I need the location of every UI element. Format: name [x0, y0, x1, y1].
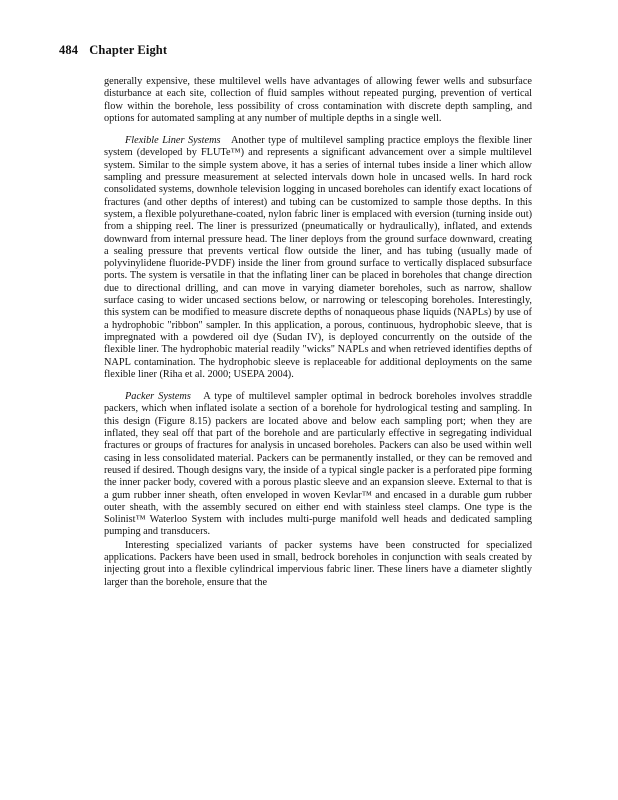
- paragraph-packer-systems: [104, 391, 532, 539]
- paragraph-continuation: [104, 76, 532, 125]
- run-in-heading-flexible-liner: Flexible Liner Systems: [125, 135, 221, 147]
- paragraph-packer-variants: [104, 540, 532, 589]
- page-number: 484: [59, 43, 79, 57]
- run-in-heading-packer-systems: Packer Systems: [125, 391, 191, 403]
- chapter-title: Chapter Eight: [89, 43, 168, 57]
- page-header: [59, 43, 167, 58]
- body-text: [104, 76, 532, 589]
- paragraph-text: generally expensive, these multilevel wells have advantages of allowing fewer wells and subsurface disturbance at each site, collection of fluid samples without repeated purging, prevention of vertical flow within the borehole, less possibility of cross contamination with discrete depth sampling, and options for automated sampling at any number of multiple depths in a single well.: [104, 76, 532, 124]
- paragraph-text: Interesting specialized variants of packer systems have been constructed for specialized applications. Packers have been used in small, bedrock boreholes in conjunction with seals created by injecting grout into a flexible cylindrical impervious fabric liner. These liners have a diameter slightly larger than the borehole, ensure that the: [104, 539, 532, 588]
- paragraph-flexible-liner: [104, 135, 532, 381]
- paragraph-text: Another type of multilevel sampling practice employs the flexible liner system (developed by FLUTe™) and represents a significant advancement over a simple multilevel system. Similar to the simple system above, it has a series of internal tubes inside a liner which allow sampling and pressure measurement at selected intervals down hole in uncased wells. In hard rock consolidated systems, downhole television logging in uncased boreholes can identify exact locations of fractures (and other depths of interest) and tubing can be customized to sample those depths. In this system, a flexible polyurethane-coated, nylon fabric liner is emplaced with eversion (turning inside out) from a shipping reel. The liner is pressurized (pneumatically or hydraulically), inflated, and extends downward from internal pressure head. The liner deploys from the ground surface downward, creating a sealing pressure that prevents vertical flow outside the liner, and has tubing (usually made of polyvinylidene fluoride-PVDF) inside the liner from ground surface to vertically displaced subsurface ports. The system is versatile in that the inflating liner can be placed in boreholes that change direction due to directional drilling, and can move in varying diameter boreholes, such as narrow, shallow surface casing to wider uncased sections below, or narrowing or telescoping boreholes. Interestingly, this system can be modified to measure discrete depths of nonaqueous phase liquids (NAPLs) by use of a hydrophobic "ribbon" sampler. In this application, a porous, continuous, hydrophobic sleeve, that is impregnated with a powdered oil dye (Sudan IV), is deployed concurrently on the outside of the flexible liner. The hydrophobic material readily "wicks" NAPLs and when retrieved identifies depths of NAPL contamination. The hydrophobic sleeve is replaceable for additional deployments on the same flexible liner (Riha et al. 2000; USEPA 2004).: [104, 135, 532, 380]
- paragraph-text: A type of multilevel sampler optimal in bedrock boreholes involves straddle packers, which when inflated isolate a section of a borehole for hydrological testing and sampling. In this design (Figure 8.15) packers are located above and below each sampling port; when they are inflated, they seal off that part of the borehole and are particularly effective in segregating individual fractures or groups of fractures for analysis in uncased boreholes. Packers can also be used within well casing in less consolidated material. Packers can be permanently installed, or they can be removed and reused if desired. Though designs vary, the inside of a typical single packer is a perforated pipe forming the inner packer body, covered with a porous plastic sleeve and an expansion sleeve. External to that is a gum rubber inner sheath, often enveloped in woven Kevlar™ and encased in a durable gum rubber outer sheath, with the assembly secured on either end with stainless steel clamps. One type is the Solinist™ Waterloo System with includes multi-purge manifold well heads and dedicated sampling pumping and transducers.: [104, 391, 532, 538]
